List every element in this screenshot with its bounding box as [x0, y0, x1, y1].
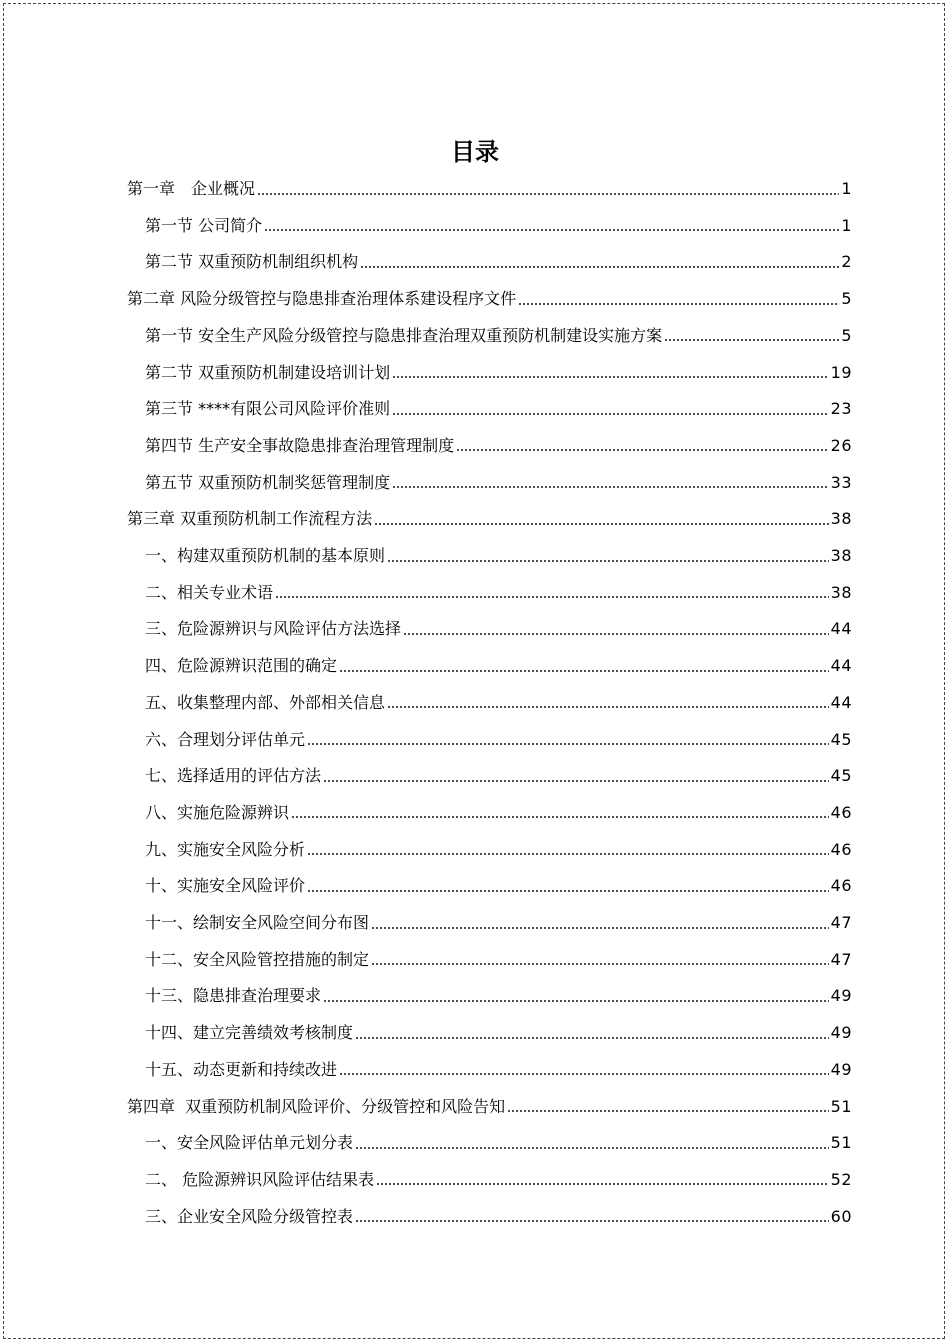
- toc-entry-label: 第四章 双重预防机制风险评价、分级管控和风险告知: [127, 1096, 506, 1116]
- toc-entry-page-number: 44: [830, 619, 852, 639]
- toc-entry-label: 十二、安全风险管控措施的制定: [145, 949, 370, 969]
- toc-entry-page-number: 45: [830, 766, 852, 786]
- dot-leader: [456, 449, 829, 451]
- dot-leader: [307, 890, 829, 892]
- toc-entry-label: 九、实施安全风险分析: [145, 839, 306, 859]
- dot-leader: [392, 413, 829, 415]
- toc-entry[interactable]: [145, 758, 852, 794]
- toc-entry-label: 五、收集整理内部、外部相关信息: [145, 692, 386, 712]
- toc-entry-label: 三、危险源辨识与风险评估方法选择: [145, 619, 402, 639]
- toc-entry-label: 二、 危险源辨识风险评估结果表: [145, 1169, 375, 1189]
- toc-entry-page-number: 38: [830, 582, 852, 602]
- toc-entry-page-number: 33: [830, 472, 852, 492]
- toc-entry-label: 十四、建立完善绩效考核制度: [145, 1023, 354, 1043]
- toc-entry-page-number: 44: [830, 656, 852, 676]
- toc-entry[interactable]: [127, 501, 852, 537]
- toc-entry[interactable]: [145, 1199, 852, 1235]
- dot-leader: [307, 743, 829, 745]
- dot-leader: [264, 229, 839, 231]
- dot-leader: [374, 523, 829, 525]
- dot-leader: [360, 266, 839, 268]
- toc-entry-page-number: 1: [841, 215, 852, 235]
- toc-entry-page-number: 60: [830, 1206, 852, 1226]
- dot-leader: [387, 560, 829, 562]
- dot-leader: [376, 1183, 829, 1185]
- toc-entry[interactable]: [145, 391, 852, 427]
- toc-entry-label: 第二节 双重预防机制建设培训计划: [145, 362, 391, 382]
- toc-entry[interactable]: [145, 1015, 852, 1051]
- toc-entry-label: 十一、绘制安全风险空间分布图: [145, 913, 370, 932]
- toc-entry-page-number: 45: [830, 729, 852, 749]
- toc-entry-page-number: 38: [830, 509, 852, 529]
- dot-leader: [339, 1073, 829, 1075]
- toc-entry-page-number: 47: [830, 913, 852, 932]
- toc-entry-label: 第一节 安全生产风险分级管控与隐患排查治理双重预防机制建设实施方案: [145, 325, 663, 345]
- dot-leader: [371, 927, 829, 929]
- toc-entry-page-number: 44: [830, 692, 852, 712]
- toc-entry-page-number: 38: [830, 546, 852, 565]
- toc-title: 目录: [451, 138, 499, 166]
- toc-entry-page-number: 5: [841, 289, 852, 309]
- dot-leader: [387, 706, 829, 708]
- toc-entry[interactable]: [145, 575, 852, 611]
- toc-entry-label: 第三章 双重预防机制工作流程方法: [127, 509, 373, 529]
- toc-entry[interactable]: [145, 1162, 852, 1198]
- dot-leader: [291, 816, 829, 818]
- toc-entry-label: 六、合理划分评估单元: [145, 729, 306, 749]
- toc-entry[interactable]: [145, 832, 852, 868]
- toc-entry-label: 第一章 企业概况: [127, 179, 256, 198]
- toc-entry[interactable]: [145, 905, 852, 941]
- toc-entry-page-number: 1: [841, 179, 852, 198]
- toc-entry-label: 二、相关专业术语: [145, 582, 274, 602]
- toc-entry-label: 三、企业安全风险分级管控表: [145, 1206, 354, 1226]
- toc-entry-page-number: 23: [830, 399, 852, 419]
- toc-entry-page-number: 49: [830, 1059, 852, 1079]
- toc-entry-page-number: 49: [830, 986, 852, 1006]
- dot-leader: [355, 1147, 829, 1149]
- dot-leader: [355, 1220, 829, 1222]
- toc-entry-label: 八、实施危险源辨识: [145, 802, 290, 822]
- toc-entry-label: 十五、动态更新和持续改进: [145, 1059, 338, 1079]
- toc-entry-label: 十三、隐患排查治理要求: [145, 986, 322, 1006]
- toc-entry[interactable]: [145, 208, 852, 244]
- toc-entry[interactable]: [127, 1089, 852, 1125]
- dot-leader: [403, 633, 829, 635]
- dot-leader: [339, 670, 829, 672]
- toc-entry[interactable]: [145, 685, 852, 721]
- toc-entry[interactable]: [145, 538, 852, 574]
- toc-entry-page-number: 5: [841, 325, 852, 345]
- dot-leader: [257, 193, 839, 195]
- toc-entry-page-number: 51: [830, 1096, 852, 1116]
- toc-entry-label: 第五节 双重预防机制奖惩管理制度: [145, 472, 391, 492]
- toc-entry-page-number: 2: [841, 252, 852, 272]
- toc-entry-page-number: 46: [830, 839, 852, 859]
- toc-entry[interactable]: [145, 868, 852, 904]
- toc-entry-label: 第一节 公司简介: [145, 215, 263, 235]
- toc-entry-label: 四、危险源辨识范围的确定: [145, 656, 338, 676]
- toc-entry-label: 一、构建双重预防机制的基本原则: [145, 546, 386, 565]
- toc-entry[interactable]: [145, 428, 852, 464]
- toc-entry-page-number: 51: [830, 1133, 852, 1153]
- toc-entry-page-number: 49: [830, 1023, 852, 1043]
- dot-leader: [518, 303, 839, 305]
- toc-entry[interactable]: [145, 611, 852, 647]
- toc-entry-page-number: 19: [830, 362, 852, 382]
- toc-entry[interactable]: [145, 465, 852, 501]
- toc-entry[interactable]: [127, 171, 852, 207]
- dot-leader: [507, 1110, 828, 1112]
- toc-entry-label: 第三节 ****有限公司风险评价准则: [145, 399, 391, 419]
- toc-entry-label: 十、实施安全风险评价: [145, 876, 306, 896]
- toc-entry-page-number: 46: [830, 802, 852, 822]
- toc-entry-page-number: 26: [830, 435, 852, 455]
- dot-leader: [392, 486, 829, 488]
- toc-entry[interactable]: [145, 978, 852, 1014]
- toc-entry[interactable]: [145, 942, 852, 978]
- toc-entry-label: 第二章 风险分级管控与隐患排查治理体系建设程序文件: [127, 289, 517, 309]
- toc-entry-page-number: 52: [830, 1169, 852, 1189]
- toc-entry[interactable]: [145, 244, 852, 280]
- dot-leader: [392, 376, 829, 378]
- dot-leader: [664, 339, 839, 341]
- dot-leader: [307, 853, 829, 855]
- toc-entry-label: 七、选择适用的评估方法: [145, 766, 322, 786]
- toc-entry[interactable]: [145, 1052, 852, 1088]
- dot-leader: [355, 1037, 829, 1039]
- dot-leader: [323, 780, 829, 782]
- toc-entry-page-number: 47: [830, 949, 852, 969]
- toc-entry-label: 第四节 生产安全事故隐患排查治理管理制度: [145, 435, 455, 455]
- toc-entry[interactable]: [145, 648, 852, 684]
- toc-entry-page-number: 46: [830, 876, 852, 896]
- toc-entry[interactable]: [145, 795, 852, 831]
- toc-entry-label: 一、安全风险评估单元划分表: [145, 1133, 354, 1153]
- dot-leader: [275, 596, 829, 598]
- toc-entry[interactable]: [145, 318, 852, 354]
- dot-leader: [371, 963, 829, 965]
- toc-entry[interactable]: [145, 722, 852, 758]
- toc-entry[interactable]: [127, 281, 852, 317]
- toc-entry[interactable]: [145, 355, 852, 391]
- toc-entry[interactable]: [145, 1125, 852, 1161]
- toc-entry-label: 第二节 双重预防机制组织机构: [145, 252, 359, 272]
- dot-leader: [323, 1000, 829, 1002]
